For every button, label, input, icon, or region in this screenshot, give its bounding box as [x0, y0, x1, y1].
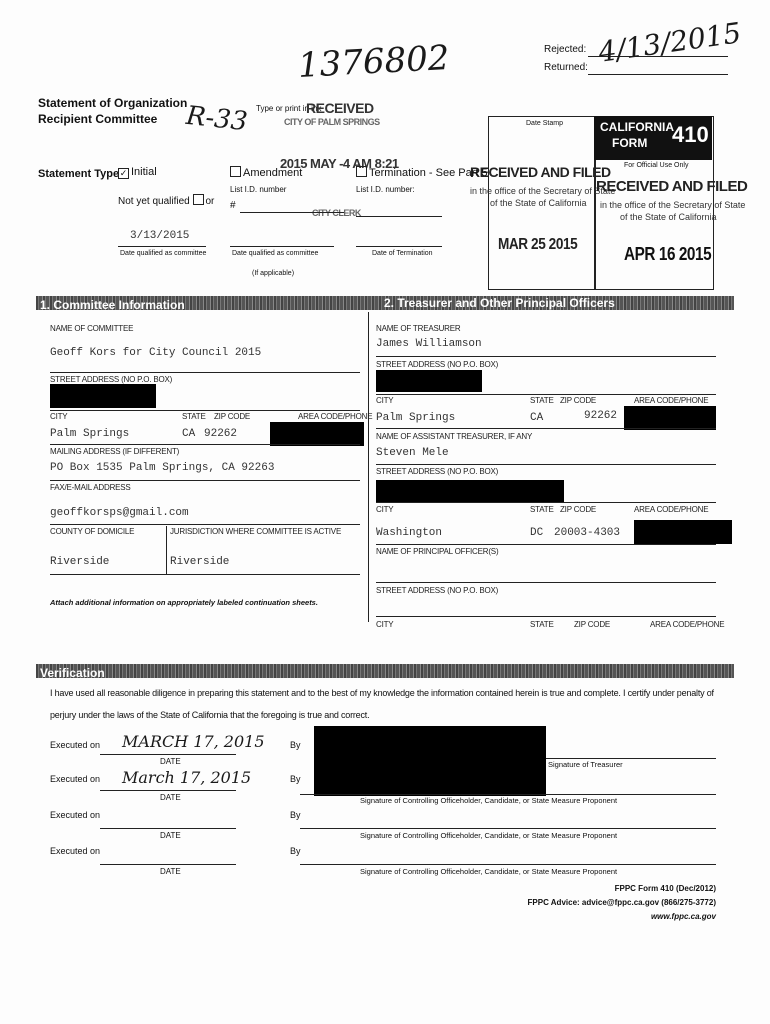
committee-area-label: AREA CODE/PHONE	[298, 412, 373, 421]
asst-street-line	[376, 502, 716, 503]
treasurer-state-value: CA	[530, 412, 544, 424]
asst-zip-label: ZIP CODE	[560, 505, 597, 514]
redacted-treasurer-phone	[624, 406, 716, 430]
committee-name-line	[50, 372, 360, 373]
executed-on-label-3: Executed on	[50, 810, 101, 820]
treasurer-state-label: STATE	[530, 396, 554, 405]
mailing-address-line	[50, 480, 360, 481]
by-label-2: By	[290, 774, 301, 784]
treasurer-street-label: STREET ADDRESS (NO P.O. BOX)	[376, 360, 499, 369]
asst-zip-value: 20003-4303	[554, 527, 621, 539]
signature-line-2	[300, 794, 716, 795]
executed-on-label-2: Executed on	[50, 774, 101, 784]
initial-checkbox[interactable]: ✓ Initial	[119, 166, 157, 178]
date-qualified-line	[118, 246, 206, 247]
section-2-title: 2. Treasurer and Other Principal Officers	[384, 296, 615, 310]
treasurer-zip-label: ZIP CODE	[560, 396, 597, 405]
rejected-handwriting: 4/13/2015	[596, 16, 744, 69]
verification-text-line2: perjury under the laws of the State of California that the foregoing is true and correct.	[50, 710, 370, 720]
asst-treasurer-line	[376, 464, 716, 465]
email-value: geoffkorsps@gmail.com	[50, 507, 189, 519]
by-label-1: By	[290, 740, 301, 750]
mailing-address-value: PO Box 1535 Palm Springs, CA 92263	[50, 462, 275, 474]
committee-city-label: CITY	[50, 412, 68, 421]
id-number-hash: #	[230, 200, 236, 211]
asst-treasurer-value: Steven Mele	[376, 447, 449, 459]
committee-street-label: STREET ADDRESS (NO P.O. BOX)	[50, 375, 173, 384]
committee-city-value: Palm Springs	[50, 428, 130, 440]
treasurer-zip-value: 92262	[584, 410, 618, 422]
asst-street-label: STREET ADDRESS (NO P.O. BOX)	[376, 467, 499, 476]
section-1-title: 1. Committee Information	[40, 298, 185, 312]
if-applicable-label: (If applicable)	[252, 270, 295, 277]
asst-area-label: AREA CODE/PHONE	[634, 505, 709, 514]
id-number-line-1	[240, 212, 344, 213]
county-line	[50, 574, 360, 575]
principal-zip-label: ZIP CODE	[574, 620, 611, 629]
rejected-label: Rejected:	[544, 44, 587, 55]
redacted-asst-phone	[634, 520, 732, 544]
type-or-print-label: Type or print in ink	[256, 104, 322, 113]
jurisdiction-value: Riverside	[170, 556, 230, 568]
signature-label-3: Signature of Controlling Officeholder, Candidate, or State Measure Proponent	[360, 831, 618, 840]
principal-area-label: AREA CODE/PHONE	[650, 620, 725, 629]
treasurer-street-line	[376, 394, 716, 395]
committee-zip-value: 92262	[204, 428, 238, 440]
official-use-label: For Official Use Only	[624, 162, 689, 169]
asst-state-value: DC	[530, 527, 544, 539]
sos-stamp-2-date: APR 16 2015	[624, 244, 712, 264]
date-label-1: DATE	[160, 757, 181, 766]
date-termination-label: Date of Termination	[372, 250, 433, 257]
asst-city-value: Washington	[376, 527, 443, 539]
principal-state-label: STATE	[530, 620, 554, 629]
executed-date-2: March 17, 2015	[122, 768, 252, 787]
redacted-treasurer-street	[376, 370, 482, 392]
committee-zip-label: ZIP CODE	[214, 412, 251, 421]
committee-name-value: Geoff Kors for City Council 2015	[50, 347, 262, 359]
treasurer-name-line	[376, 356, 716, 357]
statement-type-label: Statement Type	[38, 168, 120, 180]
redacted-committee-street	[50, 384, 156, 408]
form-title-line2: Recipient Committee	[38, 112, 158, 126]
sos-stamp-2-line1: in the office of the Secretary of State	[600, 200, 746, 210]
asst-city-line	[376, 544, 716, 545]
city-received-stamp: RECEIVED	[306, 100, 374, 116]
date-label-2: DATE	[160, 793, 181, 802]
date-stamp-label: Date Stamp	[526, 120, 563, 127]
date-qualified-label-2: Date qualified as committee	[232, 250, 319, 257]
returned-label: Returned:	[544, 62, 588, 73]
asst-state-label: STATE	[530, 505, 554, 514]
returned-line	[588, 74, 728, 75]
signature-label-1: Signature of Treasurer	[548, 760, 623, 769]
handwritten-r33: R-33	[184, 100, 249, 138]
city-received-stamp-city: CITY OF PALM SPRINGS	[284, 117, 380, 127]
id-number-label-termination: List I.D. number:	[356, 185, 415, 194]
checkbox-empty-icon	[193, 194, 204, 205]
by-label-4: By	[290, 846, 301, 856]
committee-state-label: STATE	[182, 412, 206, 421]
form-name-california: CALIFORNIA	[600, 120, 674, 134]
by-label-3: By	[290, 810, 301, 820]
treasurer-city-label: CITY	[376, 396, 394, 405]
checkbox-empty-icon	[230, 166, 241, 177]
redacted-committee-phone	[270, 422, 364, 446]
date-qualified-line-2	[230, 246, 334, 247]
county-value: Riverside	[50, 556, 110, 568]
committee-state-value: CA	[182, 428, 196, 440]
redacted-asst-street	[376, 480, 564, 502]
not-yet-qualified-checkbox[interactable]: Not yet qualified or	[118, 196, 215, 207]
amendment-checkbox[interactable]: Amendment	[230, 166, 302, 179]
form-number: 410	[672, 122, 709, 147]
mailing-address-label: MAILING ADDRESS (IF DIFFERENT)	[50, 447, 180, 456]
verification-text-line1: I have used all reasonable diligence in preparing this statement and to the best of my knowledge the information contained herein is true and complete. I certify under penalty of	[50, 688, 714, 698]
executed-on-label-4: Executed on	[50, 846, 101, 856]
checkbox-empty-icon	[356, 166, 367, 177]
signature-label-2: Signature of Controlling Officeholder, Candidate, or State Measure Proponent	[360, 796, 618, 805]
signature-line-3	[300, 828, 716, 829]
date-label-4: DATE	[160, 867, 181, 876]
executed-date-1: MARCH 17, 2015	[122, 732, 265, 751]
footer-website: www.fppc.ca.gov	[650, 912, 716, 921]
footer-form-version: FPPC Form 410 (Dec/2012)	[614, 884, 716, 893]
id-number-line-2	[356, 216, 442, 217]
form-name-form: FORM	[612, 136, 648, 150]
treasurer-name-label: NAME OF TREASURER	[376, 324, 461, 333]
verification-header-bar	[36, 664, 734, 678]
date-label-3: DATE	[160, 831, 181, 840]
city-clerk-stamp: CITY CLERK	[312, 208, 361, 218]
principal-city-label: CITY	[376, 620, 394, 629]
termination-checkbox[interactable]: Termination - See Part 5	[356, 166, 488, 179]
executed-line-2	[100, 790, 236, 791]
principal-street-line	[376, 616, 716, 617]
treasurer-name-value: James Williamson	[376, 338, 482, 350]
signature-line-4	[300, 864, 716, 865]
handwritten-file-number: 1376802	[297, 38, 451, 86]
committee-city-line	[50, 444, 360, 445]
executed-line-1	[100, 754, 236, 755]
county-divider	[166, 526, 167, 574]
sos-stamp-2-line2: of the State of California	[620, 212, 717, 222]
section-1-header-bar	[36, 296, 734, 310]
asst-treasurer-label: NAME OF ASSISTANT TREASURER, IF ANY	[376, 432, 533, 441]
date-qualified-value: 3/13/2015	[130, 230, 190, 242]
committee-name-label: NAME OF COMMITTEE	[50, 324, 134, 333]
email-line	[50, 524, 360, 525]
verification-title: Verification	[40, 666, 105, 680]
signature-label-4: Signature of Controlling Officeholder, Candidate, or State Measure Proponent	[360, 867, 618, 876]
sos-stamp-1-line2: of the State of California	[490, 198, 587, 208]
attach-note: Attach additional information on appropriately labeled continuation sheets.	[50, 598, 318, 607]
date-termination-line	[356, 246, 442, 247]
executed-on-label-1: Executed on	[50, 740, 101, 750]
sos-stamp-1-line1: in the office of the Secretary of State	[470, 186, 616, 196]
treasurer-city-line	[376, 428, 716, 429]
jurisdiction-label: JURISDICTION WHERE COMMITTEE IS ACTIVE	[170, 527, 342, 536]
sos-stamp-1-date: MAR 25 2015	[498, 236, 578, 253]
id-number-label-amendment: List I.D. number	[230, 185, 287, 194]
footer-advice: FPPC Advice: advice@fppc.ca.gov (866/275-3772)	[527, 898, 716, 907]
redacted-signatures	[314, 726, 546, 796]
executed-line-4	[100, 864, 236, 865]
check-icon: ✓	[119, 168, 128, 178]
asst-city-label: CITY	[376, 505, 394, 514]
sos-stamp-1-title: RECEIVED AND FILED	[470, 164, 611, 180]
principal-street-label: STREET ADDRESS (NO P.O. BOX)	[376, 586, 499, 595]
treasurer-area-label: AREA CODE/PHONE	[634, 396, 709, 405]
principal-officer-label: NAME OF PRINCIPAL OFFICER(S)	[376, 547, 499, 556]
treasurer-city-value: Palm Springs	[376, 412, 456, 424]
signature-line-1	[546, 758, 716, 759]
date-qualified-label: Date qualified as committee	[120, 250, 207, 257]
fax-email-label: FAX/E-MAIL ADDRESS	[50, 483, 131, 492]
county-label: COUNTY OF DOMICILE	[50, 527, 135, 536]
city-received-stamp-date: 2015 MAY -4 AM 8:21	[280, 156, 399, 171]
form-title-line1: Statement of Organization	[38, 96, 188, 110]
sos-stamp-2-title: RECEIVED AND FILED	[596, 178, 748, 195]
column-divider	[368, 312, 369, 622]
committee-street-line	[50, 410, 360, 411]
executed-line-3	[100, 828, 236, 829]
principal-officer-line	[376, 582, 716, 583]
